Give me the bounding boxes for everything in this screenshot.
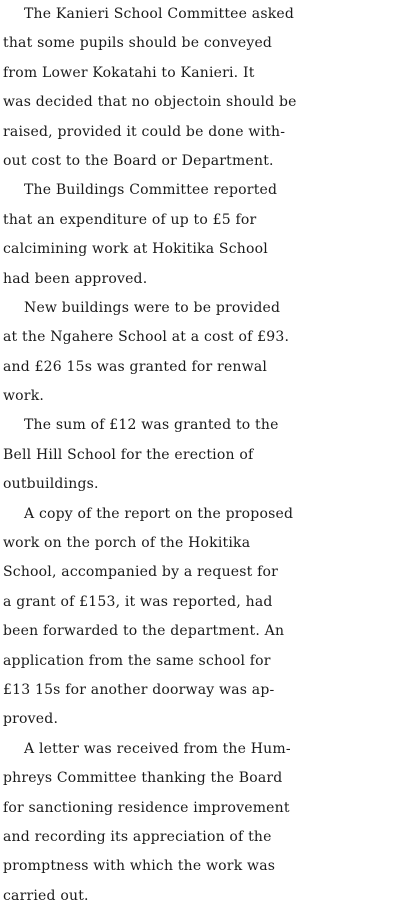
text-line: outbuildings.: [3, 476, 99, 493]
text-line: application from the same school for: [3, 652, 271, 669]
text-line: The Buildings Committee reported: [24, 182, 278, 199]
text-line: The sum of £12 was granted to the: [24, 417, 279, 434]
paragraph-buildings-committee: [0, 176, 402, 294]
text-line: New buildings were to be provided: [24, 299, 281, 316]
text-line: promptness with which the work was: [3, 858, 276, 875]
paragraph-kanieri-conveyance: [0, 0, 402, 176]
text-line: that some pupils should be conveyed: [3, 35, 273, 52]
text-line: work.: [3, 388, 45, 405]
text-line: raised, provided it could be done with-: [3, 123, 286, 140]
text-line: a grant of £153, it was reported, had: [3, 593, 273, 610]
text-line: from Lower Kokatahi to Kanieri. It: [3, 64, 255, 81]
text-line: out cost to the Board or Department.: [3, 152, 274, 169]
text-line: had been approved.: [3, 270, 148, 287]
text-line: phreys Committee thanking the Board: [3, 770, 283, 787]
text-line: £13 15s for another doorway was ap-: [3, 681, 275, 698]
text-line: work on the porch of the Hokitika: [3, 535, 251, 552]
text-line: Bell Hill School for the erection of: [3, 446, 254, 463]
text-line: A letter was received from the Hum-: [24, 740, 291, 757]
paragraph-hokitika-porch: [0, 500, 402, 735]
text-line: School, accompanied by a request for: [3, 564, 279, 581]
text-line: was decided that no objectoin should be: [3, 94, 297, 111]
text-line: and recording its appreciation of the: [3, 828, 272, 845]
text-line: at the Ngahere School at a cost of £93.: [3, 329, 290, 346]
text-line: The Kanieri School Committee asked: [24, 6, 295, 22]
text-line: that an expenditure of up to £5 for: [3, 211, 257, 228]
text-line: carried out.: [3, 887, 89, 904]
text-line: A copy of the report on the proposed: [24, 505, 294, 522]
text-line: and £26 15s was granted for renwal: [3, 358, 268, 375]
paragraph-humphreys-letter: [0, 735, 402, 911]
paragraph-ngahere-school: [0, 294, 402, 412]
paragraph-bell-hill-school: [0, 411, 402, 499]
text-line: been forwarded to the department. An: [3, 623, 285, 640]
text-line: proved.: [3, 711, 59, 728]
text-line: for sanctioning residence improvement: [3, 799, 290, 816]
text-line: calcimining work at Hokitika School: [3, 241, 268, 258]
